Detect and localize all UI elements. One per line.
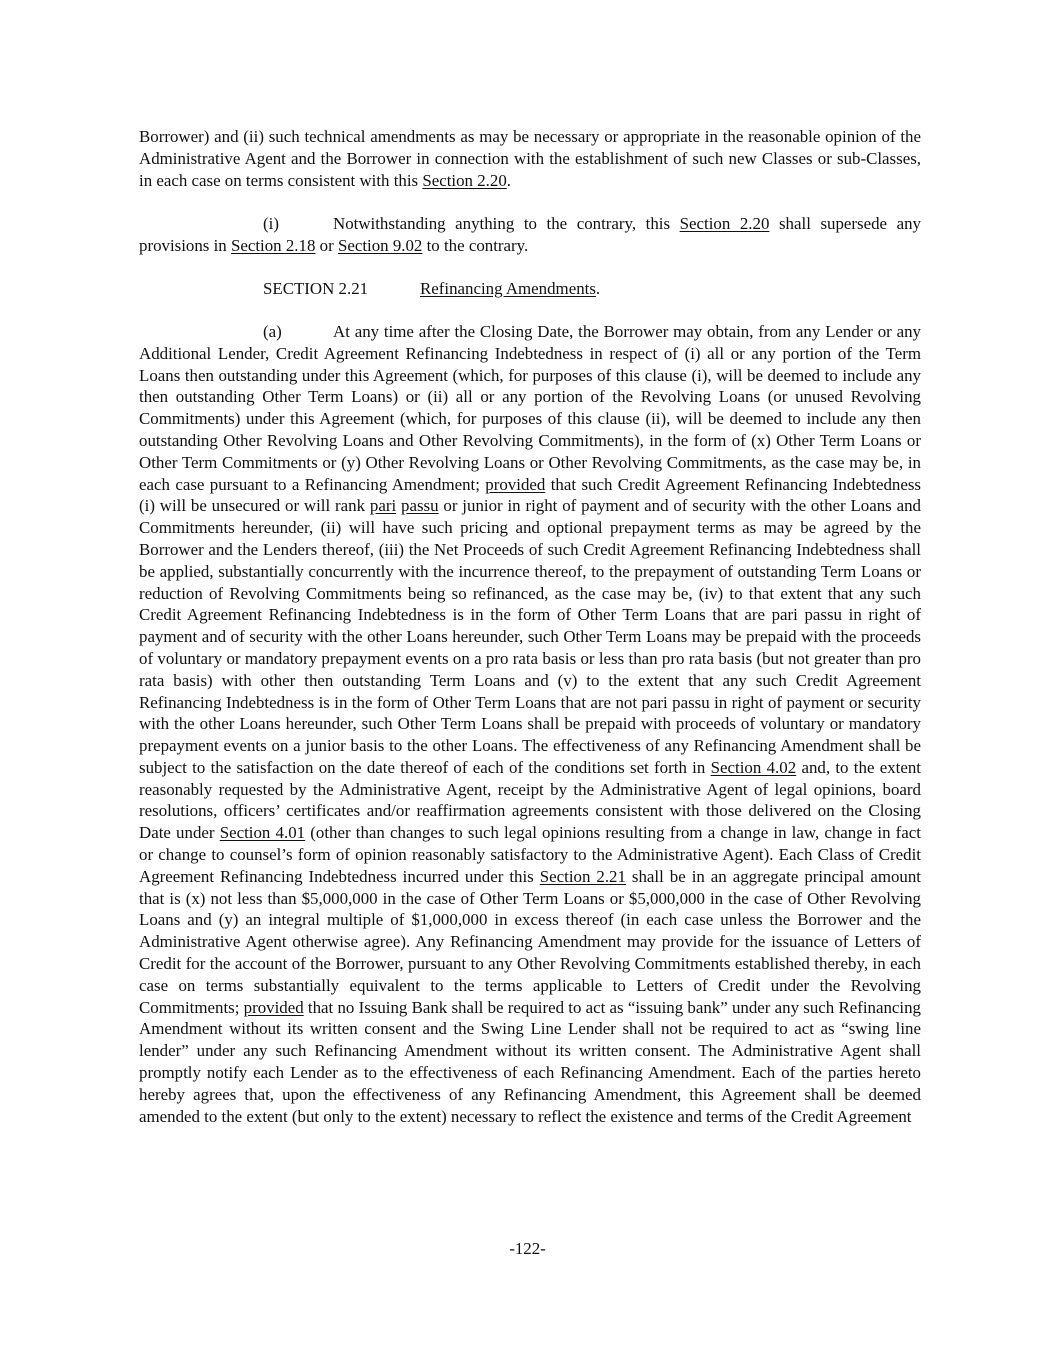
section-title: Refinancing Amendments (420, 278, 596, 298)
section-reference: Section 4.01 (219, 823, 306, 843)
section-reference: Section 2.20 (679, 213, 770, 233)
paragraph-clause-a (139, 321, 921, 1127)
emphasis-passu: passu (401, 496, 439, 516)
paragraph-text: (other than changes to such legal opinions resulting from a change in law, change in fact or change to counsel’s form of opinion reasonably satisfactory to the Administrative Agent). Each Class of Credit Agreement Refinancing Indebtedness incurred under this (139, 823, 921, 886)
paragraph-text: . (506, 170, 512, 190)
page-number: -122- (509, 1239, 546, 1258)
section-reference: Section 2.20 (422, 170, 507, 190)
clause-marker: (i) (263, 213, 279, 233)
paragraph-text: shall supersede any provisions in (139, 213, 921, 255)
paragraph-clause-i (139, 213, 921, 257)
paragraph-text: At any time after the Closing Date, the Borrower may obtain, from any Lender or any Additional Lender, Credit Agreement Refinancing Indebtedness in respect of (i) all or any portion of the Term Loans then outstanding under this Agreement (which, for purposes of this clause (i), will be deemed to include any then outstanding Other Term Loans) or (ii) all or any portion of the Revolving Loans (or unused Revolving Commitments) under this Agreement (which, for purposes of this clause (ii), will be deemed to include any then outstanding Other Revolving Loans and Other Revolving Commitments), in the form of (x) Other Term Loans or Other Term Commitments or (y) Other Revolving Loans or Other Revolving Commitments, as the case may be, in each case pursuant to a Refinancing Amendment; (139, 321, 921, 494)
paragraph-text: Notwithstanding anything to the contrary, this (333, 213, 680, 233)
paragraph-text: shall be in an aggregate principal amount that is (x) not less than $5,000,000 in the case of Other Term Loans or $5,000,000 in the case of Other Revolving Loans and (y) an integral multiple of $1,000,000 in excess thereof (in each case unless the Borrower and the Administrative Agent otherwise agree). Any Refinancing Amendment may provide for the issuance of Letters of Credit for the account of the Borrower, pursuant to any Other Revolving Commitments established thereby, in each case on terms substantially equivalent to the terms applicable to Letters of Credit under the Revolving Commitments; (139, 866, 921, 1017)
emphasis-pari: pari (369, 496, 397, 516)
section-number: SECTION 2.21 (263, 278, 369, 298)
section-heading (263, 278, 921, 300)
section-reference: Section 4.02 (710, 757, 797, 777)
emphasis-provided: provided (243, 997, 304, 1017)
paragraph-text: Borrower) and (ii) such technical amendments as may be necessary or appropriate in the reasonable opinion of the Administrative Agent and the Borrower in connection with the establishment of such new Classes or sub-Classes, in each case on terms consistent with this (139, 127, 921, 190)
paragraph-text: that no Issuing Bank shall be required to act as “issuing bank” under any such Refinancing Amendment without its written consent and the Swing Line Lender shall not be required to act as “swing line lender” under any such Refinancing Amendment without its written consent. The Administrative Agent shall promptly notify each Lender as to the effectiveness of each Refinancing Amendment. Each of the parties hereto hereby agrees that, upon the effectiveness of any Refinancing Amendment, this Agreement shall be deemed amended to the extent (but only to the extent) necessary to reflect the existence and terms of the Credit Agreement (139, 997, 921, 1126)
paragraph-text: or junior in right of payment and of security with the other Loans and Commitments hereunder, (ii) will have such pricing and optional prepayment terms as may be agreed by the Borrower and the Lenders thereof, (iii) the Net Proceeds of such Credit Agreement Refinancing Indebtedness shall be applied, substantially concurrently with the incurrence thereof, to the prepayment of outstanding Term Loans or reduction of Revolving Commitments being so refinanced, as the case may be, (iv) to that extent that any such Credit Agreement Refinancing Indebtedness is in the form of Other Term Loans that are pari passu in right of payment and of security with the other Loans hereunder, such Other Term Loans may be prepaid with the proceeds of voluntary or mandatory prepayment events on a pro rata basis or less than pro rata basis (but not greater than pro rata basis) with other then outstanding Term Loans and (v) to the extent that any such Credit Agreement Refinancing Indebtedness is in the form of Other Term Loans that are not pari passu in right of payment or security with the other Loans hereunder, such Other Term Loans shall be prepaid with proceeds of voluntary or mandatory prepayment events on a junior basis to the other Loans. The effectiveness of any Refinancing Amendment shall be subject to the satisfaction on the date thereof of each of the conditions set forth in (139, 496, 921, 777)
paragraph-continuation (139, 126, 921, 191)
paragraph-text: that such Credit Agreement Refinancing Indebtedness (i) will be unsecured or will rank (139, 474, 921, 516)
paragraph-text: and, to the extent reasonably requested by the Administrative Agent, receipt by the Administrative Agent of legal opinions, board resolutions, officers’ certificates and/or reaffirmation agreements consistent with those delivered on the Closing Date under (139, 757, 922, 843)
paragraph-text: to the contrary. (422, 235, 529, 255)
clause-marker: (a) (263, 321, 282, 341)
document-page (139, 126, 921, 1149)
section-reference: Section 2.21 (539, 866, 626, 886)
section-reference: Section 9.02 (337, 235, 423, 255)
emphasis-provided: provided (485, 474, 546, 494)
section-reference: Section 2.18 (230, 235, 316, 255)
section-title-period: . (595, 278, 601, 298)
paragraph-text: or (315, 235, 338, 255)
